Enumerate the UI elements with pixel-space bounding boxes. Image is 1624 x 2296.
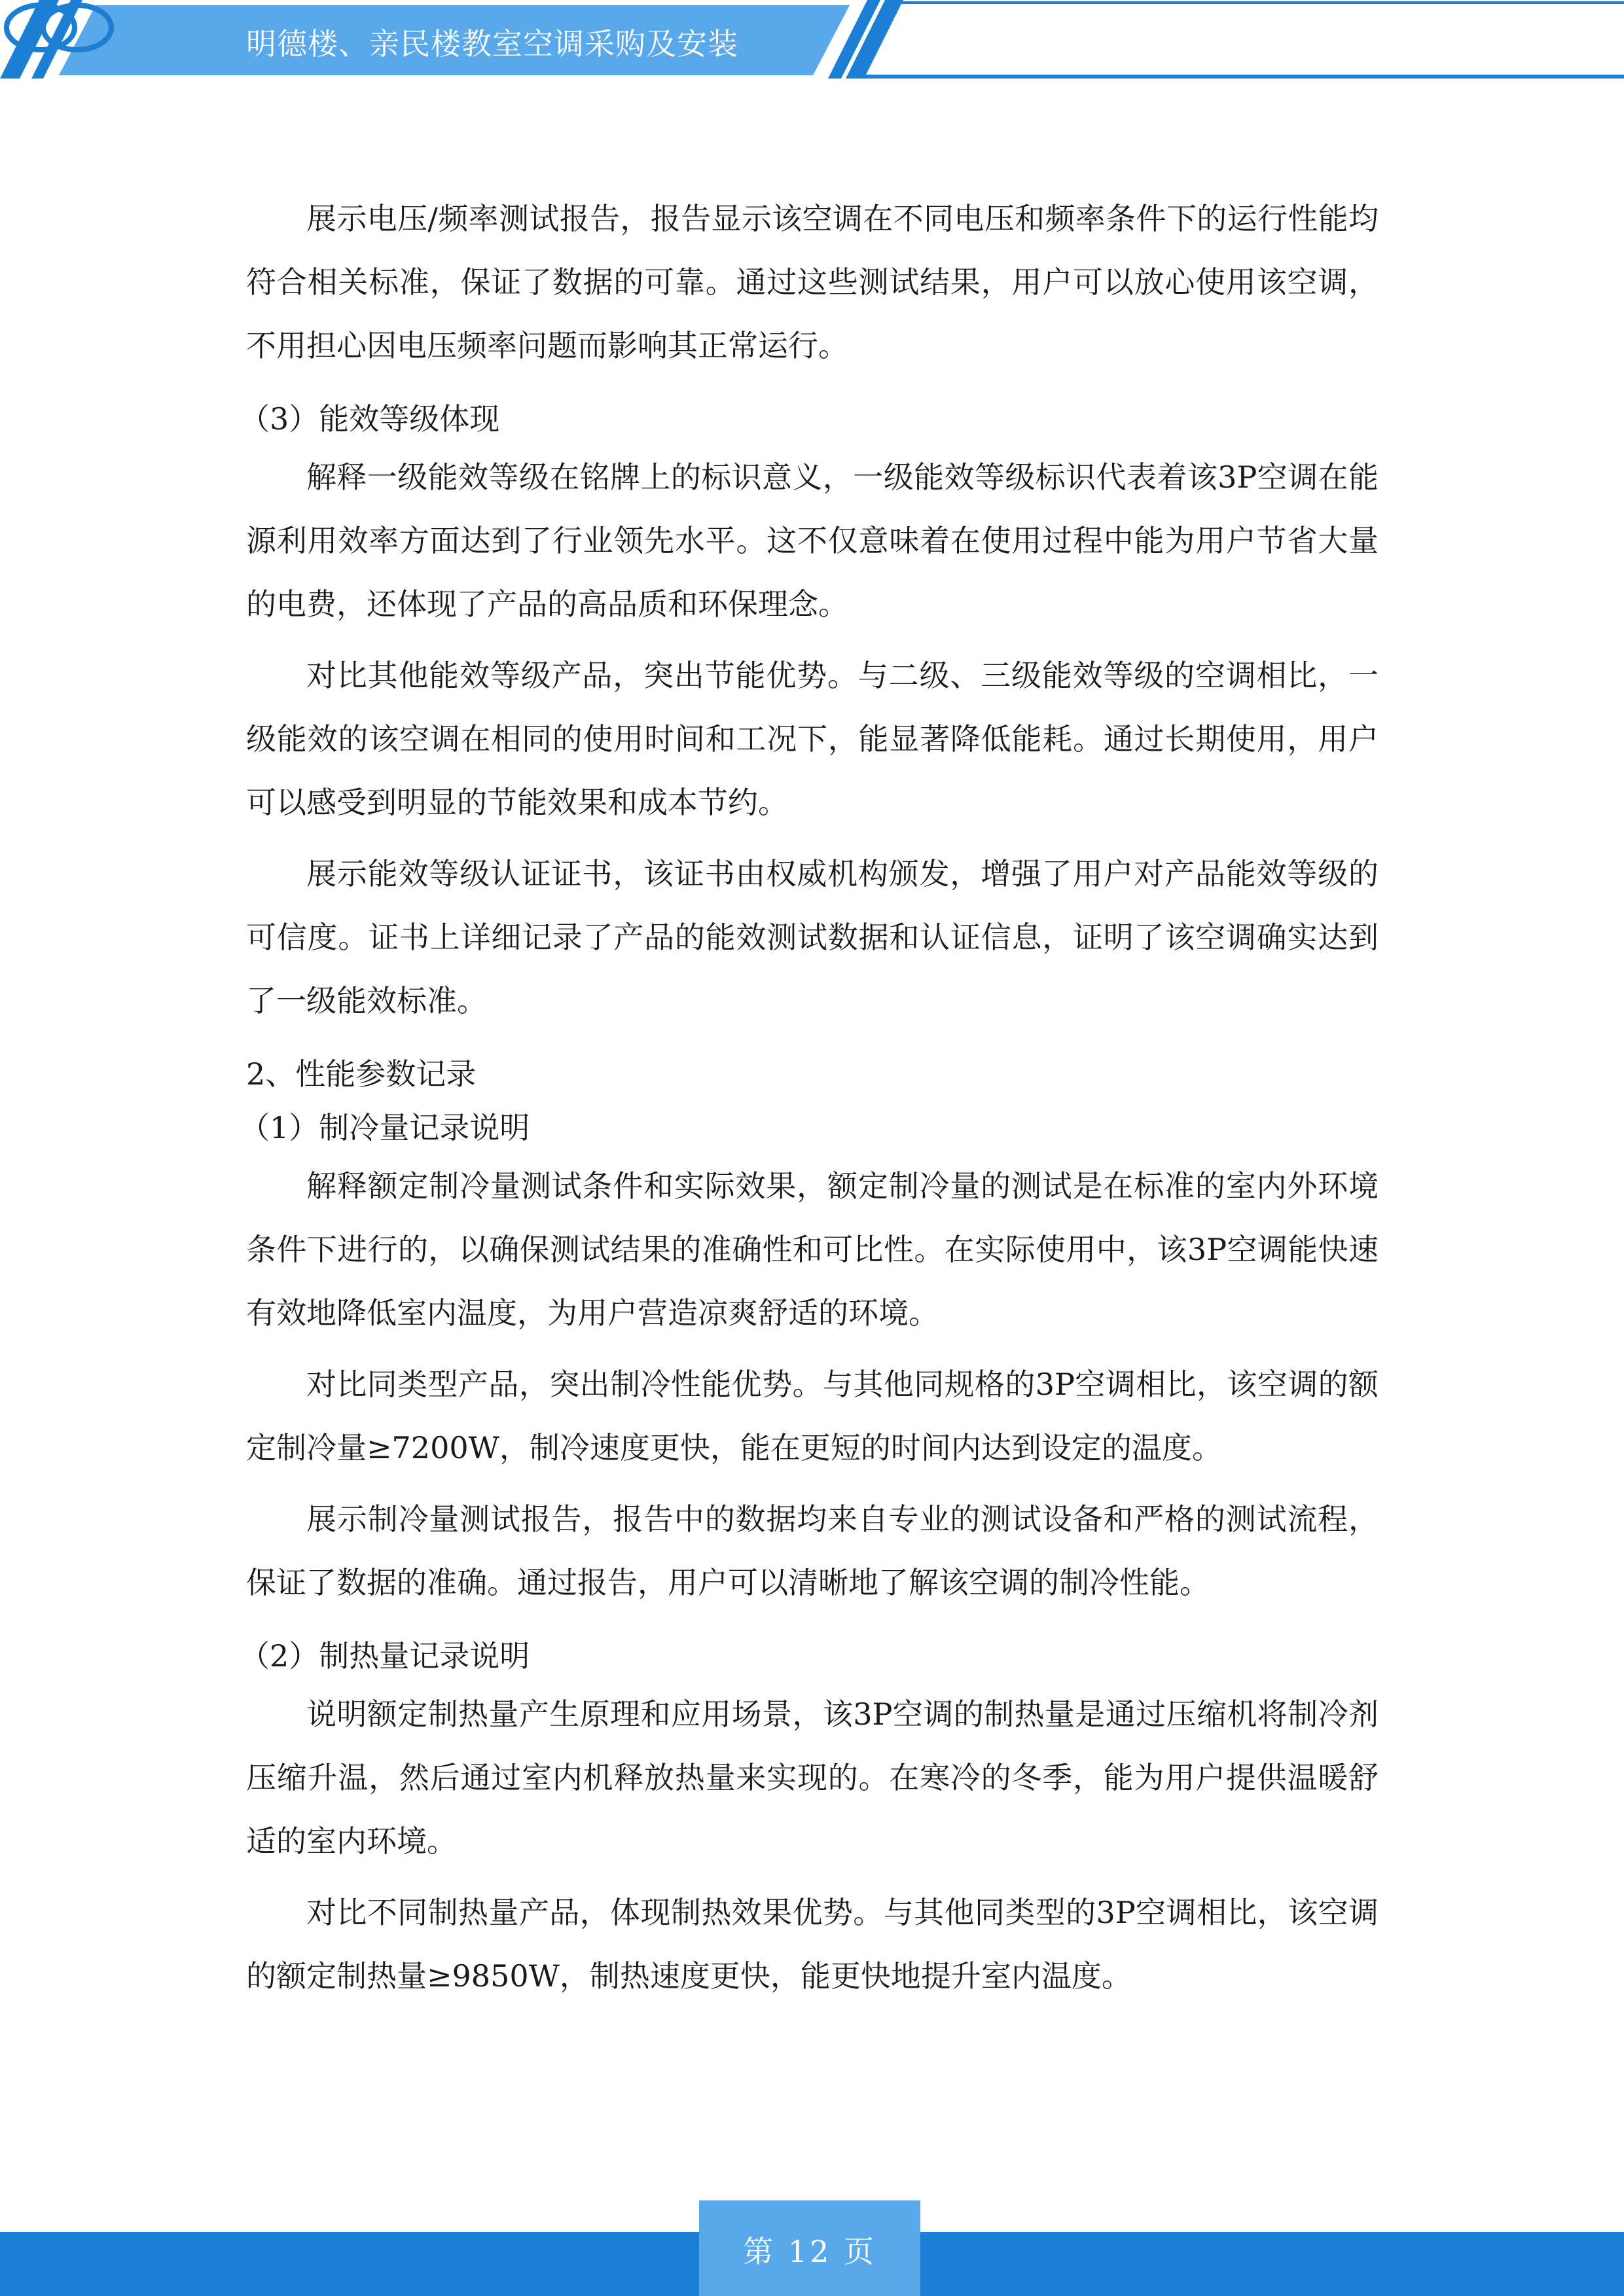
- section-heading-cooling-capacity: （1）制冷量记录说明: [240, 1110, 530, 1145]
- double-ring-logo-icon: [0, 0, 118, 55]
- paragraph-heating-principle: 说明额定制热量产生原理和应用场景，该3P空调的制热量是通过压缩机将制冷剂压缩升温，然后通过室内机释放热量来实现的。在寒冷的冬季，能为用户提供温暖舒适的室内环境。: [246, 1696, 1379, 1859]
- header-banner: [0, 0, 1624, 85]
- paragraph-cooling-test-report: 展示制冷量测试报告，报告中的数据均来自专业的测试设备和严格的测试流程，保证了数据的准确。通过报告，用户可以清晰地了解该空调的制冷性能。: [246, 1501, 1379, 1600]
- paragraph-heating-comparison: 对比不同制热量产品，体现制热效果优势。与其他同类型的3P空调相比，该空调的额定制热量≥9850W，制热速度更快，能更快地提升室内温度。: [246, 1895, 1379, 1994]
- section-heading-energy-efficiency: （3）能效等级体现: [240, 401, 500, 437]
- paragraph-energy-comparison: 对比其他能效等级产品，突出节能优势。与二级、三级能效等级的空调相比，一级能效的该空调在相同的使用时间和工况下，能显著降低能耗。通过长期使用，用户可以感受到明显的节能效果和成本节约。: [246, 658, 1379, 820]
- page-header: [0, 0, 1624, 85]
- page-number: 第 12 页: [743, 2234, 876, 2269]
- section-heading-performance-records: 2、性能参数记录: [246, 1056, 477, 1092]
- header-title: 明德楼、亲民楼教室空调采购及安装: [246, 26, 738, 62]
- paragraph-cooling-comparison: 对比同类型产品，突出制冷性能优势。与其他同规格的3P空调相比，该空调的额定制冷量≥7200W，制冷速度更快，能在更短的时间内达到设定的温度。: [246, 1367, 1379, 1465]
- paragraph-cooling-test-conditions: 解释额定制冷量测试条件和实际效果，额定制冷量的测试是在标准的室内外环境条件下进行的，以确保测试结果的准确性和可比性。在实际使用中，该3P空调能快速有效地降低室内温度，为用户营造凉爽舒适的环境。: [246, 1168, 1379, 1331]
- section-heading-heating-capacity: （2）制热量记录说明: [240, 1638, 530, 1674]
- paragraph-energy-certificate: 展示能效等级认证证书，该证书由权威机构颁发，增强了用户对产品能效等级的可信度。证书上详细记录了产品的能效测试数据和认证信息，证明了该空调确实达到了一级能效标准。: [246, 856, 1379, 1018]
- document-body: [240, 187, 1379, 2016]
- paragraph-voltage-frequency-report: 展示电压/频率测试报告，报告显示该空调在不同电压和频率条件下的运行性能均符合相关标准，保证了数据的可靠。通过这些测试结果，用户可以放心使用该空调，不用担心因电压频率问题而影响其正常运行。: [246, 201, 1379, 363]
- paragraph-energy-label-meaning: 解释一级能效等级在铭牌上的标识意义，一级能效等级标识代表着该3P空调在能源利用效率方面达到了行业领先水平。这不仅意味着在使用过程中能为用户节省大量的电费，还体现了产品的高品质和环保理念。: [246, 459, 1379, 622]
